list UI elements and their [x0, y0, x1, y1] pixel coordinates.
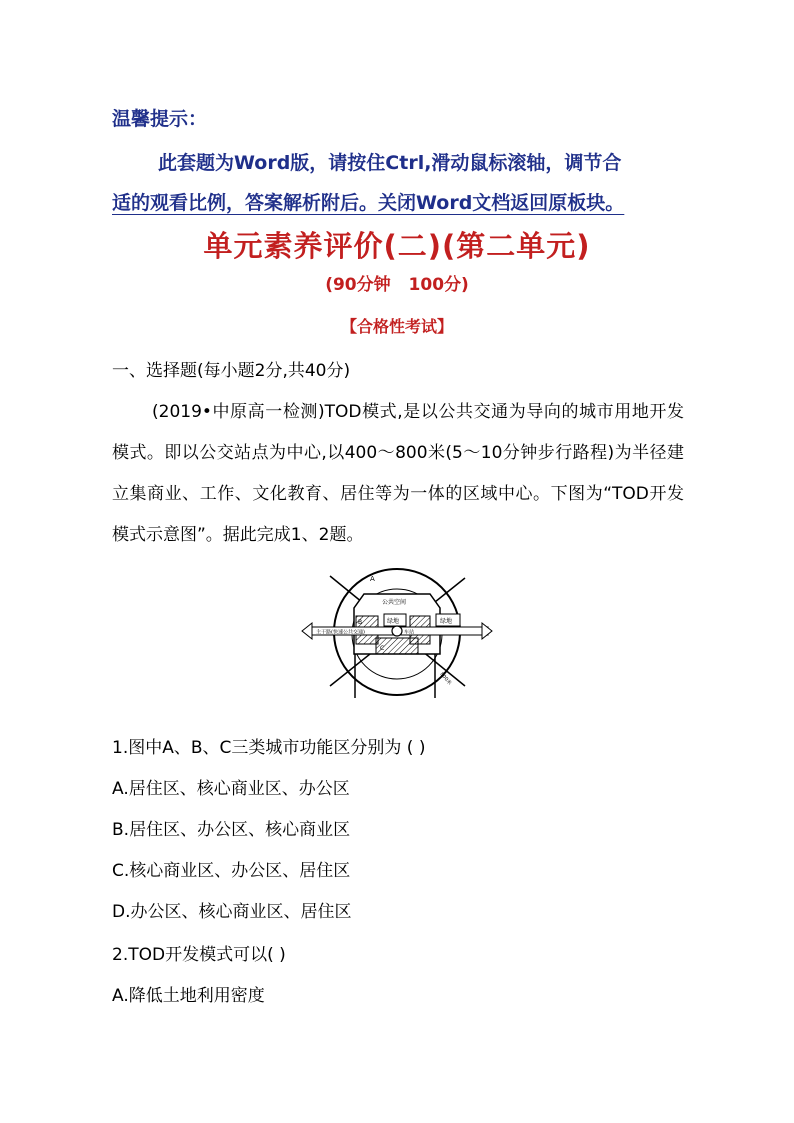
label-green-1: 绿地	[387, 618, 400, 625]
road-arrow-left	[302, 623, 312, 639]
exam-duration-score: (90分钟 100分)	[325, 275, 469, 295]
tip-title: 温馨提示：	[112, 108, 208, 130]
label-c: C	[380, 645, 385, 652]
section-heading: 一、选择题(每小题2分,共40分)	[112, 361, 351, 381]
label-b: B	[358, 619, 363, 626]
question-1-option-c[interactable]: C.核心商业区、办公区、居住区	[112, 861, 351, 881]
station-marker	[392, 626, 402, 636]
exam-type-label: 【合格性考试】	[340, 317, 453, 336]
question-2-stem: 2.TOD开发模式可以( )	[112, 945, 286, 965]
label-radius: 800米	[438, 671, 453, 687]
question-1-option-b[interactable]: B.居住区、办公区、核心商业区	[112, 820, 351, 840]
tip-line-2: 适的观看比例，答案解析附后。关闭Word文档返回原板块。	[112, 192, 625, 214]
label-public-space: 公共空间	[382, 599, 407, 606]
page-title: 单元素养评价(二)(第二单元)	[203, 229, 591, 263]
tod-diagram	[300, 566, 494, 698]
question-2-option-a[interactable]: A.降低土地利用密度	[112, 986, 265, 1006]
road-arrow-right	[482, 623, 492, 639]
tip-line-1: 此套题为Word版，请按住Ctrl,滑动鼠标滚轴，调节合	[158, 152, 622, 174]
question-passage: (2019•中原高一检测)TOD模式,是以公共交通为导向的城市用地开发模式。即以公交站点为中心,以400～800米(5～10分钟步行路程)为半径建立集商业、工作、文化教育、居住等为一体的区域中心。下图为“TOD开发模式示意图”。据此完成1、2题。	[112, 402, 684, 545]
label-station: 车站	[404, 629, 415, 636]
label-green-2: 绿地	[440, 618, 453, 625]
question-1-option-d[interactable]: D.办公区、核心商业区、居住区	[112, 902, 352, 922]
label-main-road: 主干路(快速公共交通)	[316, 629, 365, 636]
tod-diagram-svg	[300, 566, 494, 698]
question-1-stem: 1.图中A、B、C三类城市功能区分别为 ( )	[112, 738, 426, 758]
tip-body	[112, 143, 680, 223]
question-1-option-a[interactable]: A.居住区、核心商业区、办公区	[112, 779, 350, 799]
label-a: A	[370, 575, 375, 583]
